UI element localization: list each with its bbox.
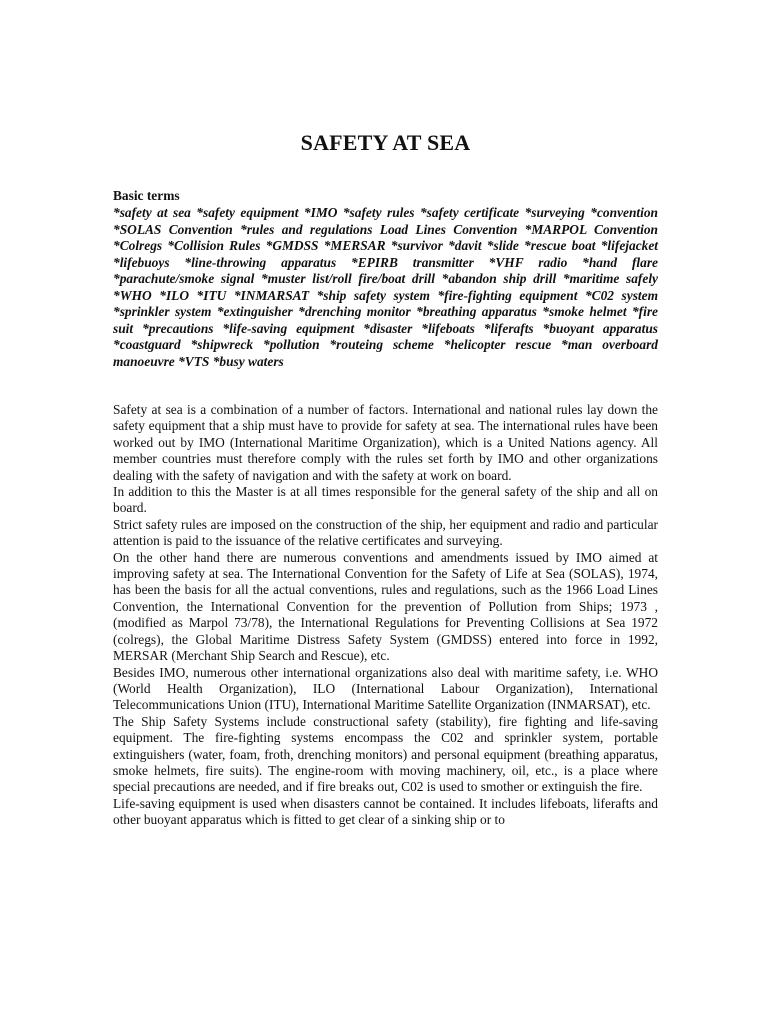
paragraph-life-saving: Life-saving equipment is used when disasters cannot be contained. It includes lifeboats, liferafts and other buoyant apparatus which is fitted to get clear of a sinking ship or to [113,795,658,828]
body-text [113,402,658,829]
paragraph-intro: Safety at sea is a combination of a number of factors. International and national rules lay down the safety equipment that a ship must have to provide for safety at sea. The international rules have been worked out by IMO (International Maritime Organization), which is a United Nations agency. All member countries must therefore comply with the rules set forth by IMO and other organizations dealing with the safety of navigation and with the safety at work on board. [113,402,658,483]
page-title: SAFETY AT SEA [300,130,471,155]
paragraph-conventions: On the other hand there are numerous conventions and amendments issued by IMO aimed at improving safety at sea. The International Convention for the Safety of Life at Sea (SOLAS), 1974, has been the basis for all the actual conventions, rules and regulations, such as the 1966 Load Lines Convention, the International Convention for the prevention of Pollution from Ships; 1973 , (modified as Marpol 73/78), the International Regulations for Preventing Collisions at Sea 1972 (colregs), the Global Maritime Distress Safety System (GMDSS) entered into force in 1992, MERSAR (Merchant Ship Search and Rescue), etc. [113,549,658,664]
basic-terms-list: *safety at sea *safety equipment *IMO *safety rules *safety certificate *surveying *convention *SOLAS Convention *rules and regulations Load Lines Convention *MARPOL Convention *Colregs *Collision Rules *GMDSS *MERSAR *survivor *davit *slide *rescue boat *lifejacket *lifebuoys *line-throwing apparatus *EPIRB transmitter *VHF radio *hand flare *parachute/smoke signal *muster list/roll fire/boat drill *abandon ship drill *maritime safely *WHO *ILO *ITU *INMARSAT *ship safety system *fire-fighting equipment *C02 system *sprinkler system *extinguisher *drenching monitor *breathing apparatus *smoke helmet *fire suit *precautions *life-saving equipment *disaster *lifeboats *liferafts *buoyant apparatus *coastguard *shipwreck *pollution *routeing scheme *helicopter rescue *man overboard manoeuvre *VTS *busy waters [113,205,658,369]
paragraph-safety-systems: The Ship Safety Systems include constructional safety (stability), fire fighting and life-saving equipment. The fire-fighting systems encompass the C02 and sprinkler system, portable extinguishers (water, foam, froth, drenching monitors) and personal equipment (breathing apparatus, smoke helmets, fire suits). The engine-room with moving machinery, oil, etc., is a place where special precautions are needed, and if fire breaks out, C02 is used to smother or extinguish the fire. [113,713,658,795]
paragraph-organizations: Besides IMO, numerous other international organizations also deal with maritime safety, i.e. WHO (World Health Organization), ILO (International Labour Organization), International Telecommunications Union (ITU), International Maritime Satellite Organization (INMARSAT), etc. [113,664,658,713]
paragraph-master: In addition to this the Master is at all times responsible for the general safety of the ship and all on board. [113,484,658,516]
basic-terms-heading: Basic terms [113,188,180,203]
paragraph-safety-rules: Strict safety rules are imposed on the construction of the ship, her equipment and radio and particular attention is paid to the issuance of the relative certificates and surveying. [113,516,658,549]
